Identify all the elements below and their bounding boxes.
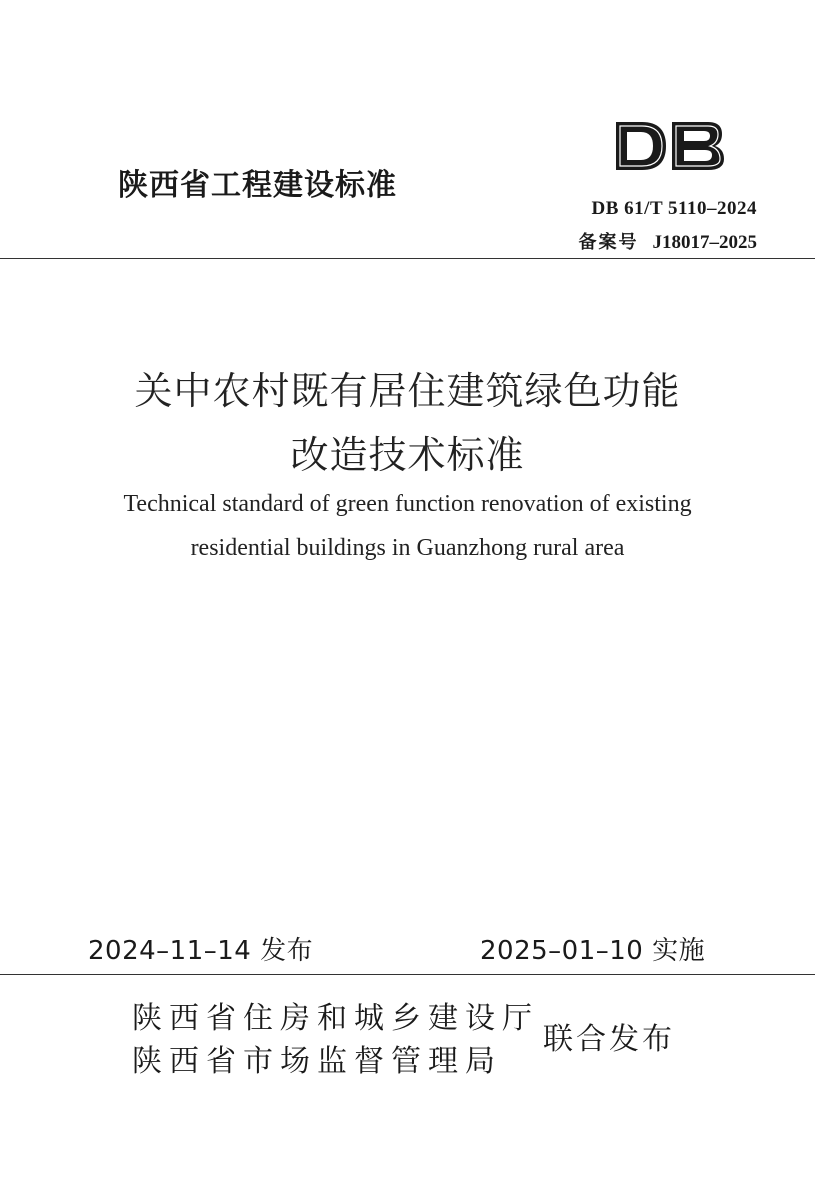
title-chinese-line2: 改造技术标准 (290, 433, 525, 477)
header-divider (0, 258, 815, 259)
standard-category: 陕西省工程建设标准 (118, 168, 397, 203)
implementation-date: 2025–01–10 实施 (480, 936, 706, 966)
title-english-line1: Technical standard of green function renovation of existing (123, 491, 692, 517)
record-number-line (579, 228, 758, 254)
issuer-housing-department: 陕西省住房和城乡建设厅 (132, 1001, 539, 1036)
record-number-label: 备案号 (578, 232, 639, 253)
record-number-value: J18017–2025 (652, 232, 757, 253)
joint-issue-label: 联合发布 (543, 1022, 675, 1057)
standard-number: DB 61/T 5110–2024 (591, 198, 757, 219)
db-logo (612, 118, 727, 174)
title-chinese-line1: 关中农村既有居住建筑绿色功能 (134, 369, 681, 413)
footer-divider (0, 974, 815, 975)
issue-date: 2024–11–14 发布 (88, 936, 314, 966)
title-english-line2: residential buildings in Guanzhong rural area (190, 535, 625, 561)
issuer-market-regulation-bureau: 陕西省市场监督管理局 (132, 1044, 502, 1079)
